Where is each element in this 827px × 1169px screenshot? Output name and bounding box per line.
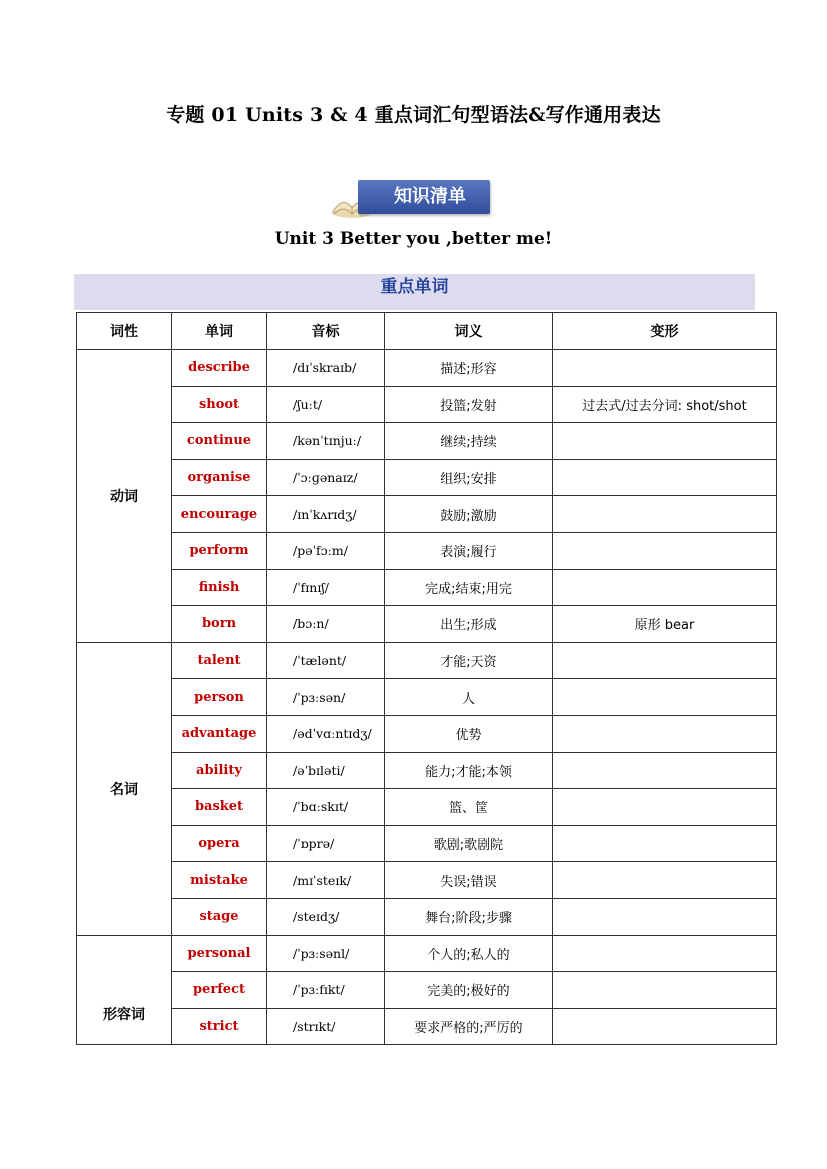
word-cell: continue bbox=[172, 423, 267, 460]
meaning-cell: 才能;天资 bbox=[385, 642, 553, 679]
phonetic-cell: /ˈpɜːsən/ bbox=[267, 679, 385, 716]
unit-title: Unit 3 Better you ,better me! bbox=[274, 229, 553, 249]
word-cell: organise bbox=[172, 459, 267, 496]
forms-cell bbox=[553, 569, 777, 606]
table-row bbox=[77, 606, 777, 643]
phonetic-cell: /bɔːn/ bbox=[267, 606, 385, 643]
forms-cell bbox=[553, 459, 777, 496]
word-cell: basket bbox=[172, 789, 267, 826]
phonetic-cell: /ədˈvɑːntɪdʒ/ bbox=[267, 715, 385, 752]
forms-cell bbox=[553, 862, 777, 899]
meaning-cell: 歌剧;歌剧院 bbox=[385, 825, 553, 862]
meaning-cell: 描述;形容 bbox=[385, 350, 553, 387]
table-row bbox=[77, 789, 777, 826]
forms-cell: 原形 bear bbox=[553, 606, 777, 643]
word-cell: perfect bbox=[172, 972, 267, 1009]
word-cell: stage bbox=[172, 898, 267, 935]
meaning-cell: 投篮;发射 bbox=[385, 386, 553, 423]
word-cell: opera bbox=[172, 825, 267, 862]
word-cell: mistake bbox=[172, 862, 267, 899]
table-row bbox=[77, 1008, 777, 1045]
word-cell: born bbox=[172, 606, 267, 643]
header-pos: 词性 bbox=[77, 313, 172, 350]
word-cell: personal bbox=[172, 935, 267, 972]
table-row bbox=[77, 459, 777, 496]
header-meaning: 词义 bbox=[385, 313, 553, 350]
phonetic-cell: /ʃuːt/ bbox=[267, 386, 385, 423]
meaning-cell: 人 bbox=[385, 679, 553, 716]
table-row bbox=[77, 679, 777, 716]
forms-cell bbox=[553, 532, 777, 569]
pos-cell: 形容词 bbox=[77, 935, 172, 1045]
meaning-cell: 完美的;极好的 bbox=[385, 972, 553, 1009]
phonetic-cell: /strɪkt/ bbox=[267, 1008, 385, 1045]
badge-label: 知识清单 bbox=[358, 180, 490, 214]
word-cell: describe bbox=[172, 350, 267, 387]
word-cell: ability bbox=[172, 752, 267, 789]
phonetic-cell: /əˈbɪləti/ bbox=[267, 752, 385, 789]
table-row bbox=[77, 386, 777, 423]
word-cell: talent bbox=[172, 642, 267, 679]
table-row bbox=[77, 862, 777, 899]
forms-cell bbox=[553, 935, 777, 972]
phonetic-cell: /ˈfɪnɪʃ/ bbox=[267, 569, 385, 606]
forms-cell: 过去式/过去分词: shot/shot bbox=[553, 386, 777, 423]
word-cell: advantage bbox=[172, 715, 267, 752]
word-cell: encourage bbox=[172, 496, 267, 533]
meaning-cell: 继续;持续 bbox=[385, 423, 553, 460]
forms-cell bbox=[553, 1008, 777, 1045]
vocabulary-table bbox=[76, 312, 777, 1045]
phonetic-cell: /dɪˈskraɪb/ bbox=[267, 350, 385, 387]
word-cell: strict bbox=[172, 1008, 267, 1045]
forms-cell bbox=[553, 752, 777, 789]
forms-cell bbox=[553, 350, 777, 387]
pos-cell: 动词 bbox=[77, 350, 172, 643]
table-row bbox=[77, 350, 777, 387]
forms-cell bbox=[553, 898, 777, 935]
section-heading: 重点单词 bbox=[74, 274, 755, 310]
word-cell: perform bbox=[172, 532, 267, 569]
meaning-cell: 能力;才能;本领 bbox=[385, 752, 553, 789]
meaning-cell: 要求严格的;严厉的 bbox=[385, 1008, 553, 1045]
meaning-cell: 优势 bbox=[385, 715, 553, 752]
knowledge-list-badge bbox=[328, 178, 494, 224]
table-row bbox=[77, 898, 777, 935]
forms-cell bbox=[553, 825, 777, 862]
pos-cell: 名词 bbox=[77, 642, 172, 935]
table-body bbox=[77, 350, 777, 1045]
phonetic-cell: /steɪdʒ/ bbox=[267, 898, 385, 935]
phonetic-cell: /ˈɒprə/ bbox=[267, 825, 385, 862]
meaning-cell: 失误;错误 bbox=[385, 862, 553, 899]
phonetic-cell: /ˈbɑːskɪt/ bbox=[267, 789, 385, 826]
table-row bbox=[77, 496, 777, 533]
meaning-cell: 完成;结束;用完 bbox=[385, 569, 553, 606]
forms-cell bbox=[553, 496, 777, 533]
phonetic-cell: /ˈpɜːfɪkt/ bbox=[267, 972, 385, 1009]
word-cell: shoot bbox=[172, 386, 267, 423]
table-row bbox=[77, 642, 777, 679]
phonetic-cell: /pəˈfɔːm/ bbox=[267, 532, 385, 569]
table-row bbox=[77, 532, 777, 569]
meaning-cell: 舞台;阶段;步骤 bbox=[385, 898, 553, 935]
phonetic-cell: /ˈpɜːsənl/ bbox=[267, 935, 385, 972]
header-word: 单词 bbox=[172, 313, 267, 350]
document-title: 专题 01 Units 3 & 4 重点词汇句型语法&写作通用表达 bbox=[166, 104, 661, 126]
phonetic-cell: /kənˈtɪnjuː/ bbox=[267, 423, 385, 460]
forms-cell bbox=[553, 423, 777, 460]
meaning-cell: 鼓励;激励 bbox=[385, 496, 553, 533]
forms-cell bbox=[553, 789, 777, 826]
header-phonetic: 音标 bbox=[267, 313, 385, 350]
phonetic-cell: /ˈtælənt/ bbox=[267, 642, 385, 679]
phonetic-cell: /ɪnˈkʌrɪdʒ/ bbox=[267, 496, 385, 533]
table-row bbox=[77, 423, 777, 460]
table-header-row bbox=[77, 313, 777, 350]
forms-cell bbox=[553, 679, 777, 716]
table-row bbox=[77, 935, 777, 972]
phonetic-cell: /mɪˈsteɪk/ bbox=[267, 862, 385, 899]
header-forms: 变形 bbox=[553, 313, 777, 350]
meaning-cell: 表演;履行 bbox=[385, 532, 553, 569]
word-cell: finish bbox=[172, 569, 267, 606]
meaning-cell: 个人的;私人的 bbox=[385, 935, 553, 972]
word-cell: person bbox=[172, 679, 267, 716]
table-row bbox=[77, 972, 777, 1009]
forms-cell bbox=[553, 972, 777, 1009]
meaning-cell: 出生;形成 bbox=[385, 606, 553, 643]
meaning-cell: 组织;安排 bbox=[385, 459, 553, 496]
forms-cell bbox=[553, 642, 777, 679]
table-row bbox=[77, 569, 777, 606]
phonetic-cell: /ˈɔːɡənaɪz/ bbox=[267, 459, 385, 496]
table-row bbox=[77, 715, 777, 752]
table-row bbox=[77, 752, 777, 789]
forms-cell bbox=[553, 715, 777, 752]
meaning-cell: 篮、筐 bbox=[385, 789, 553, 826]
table-row bbox=[77, 825, 777, 862]
